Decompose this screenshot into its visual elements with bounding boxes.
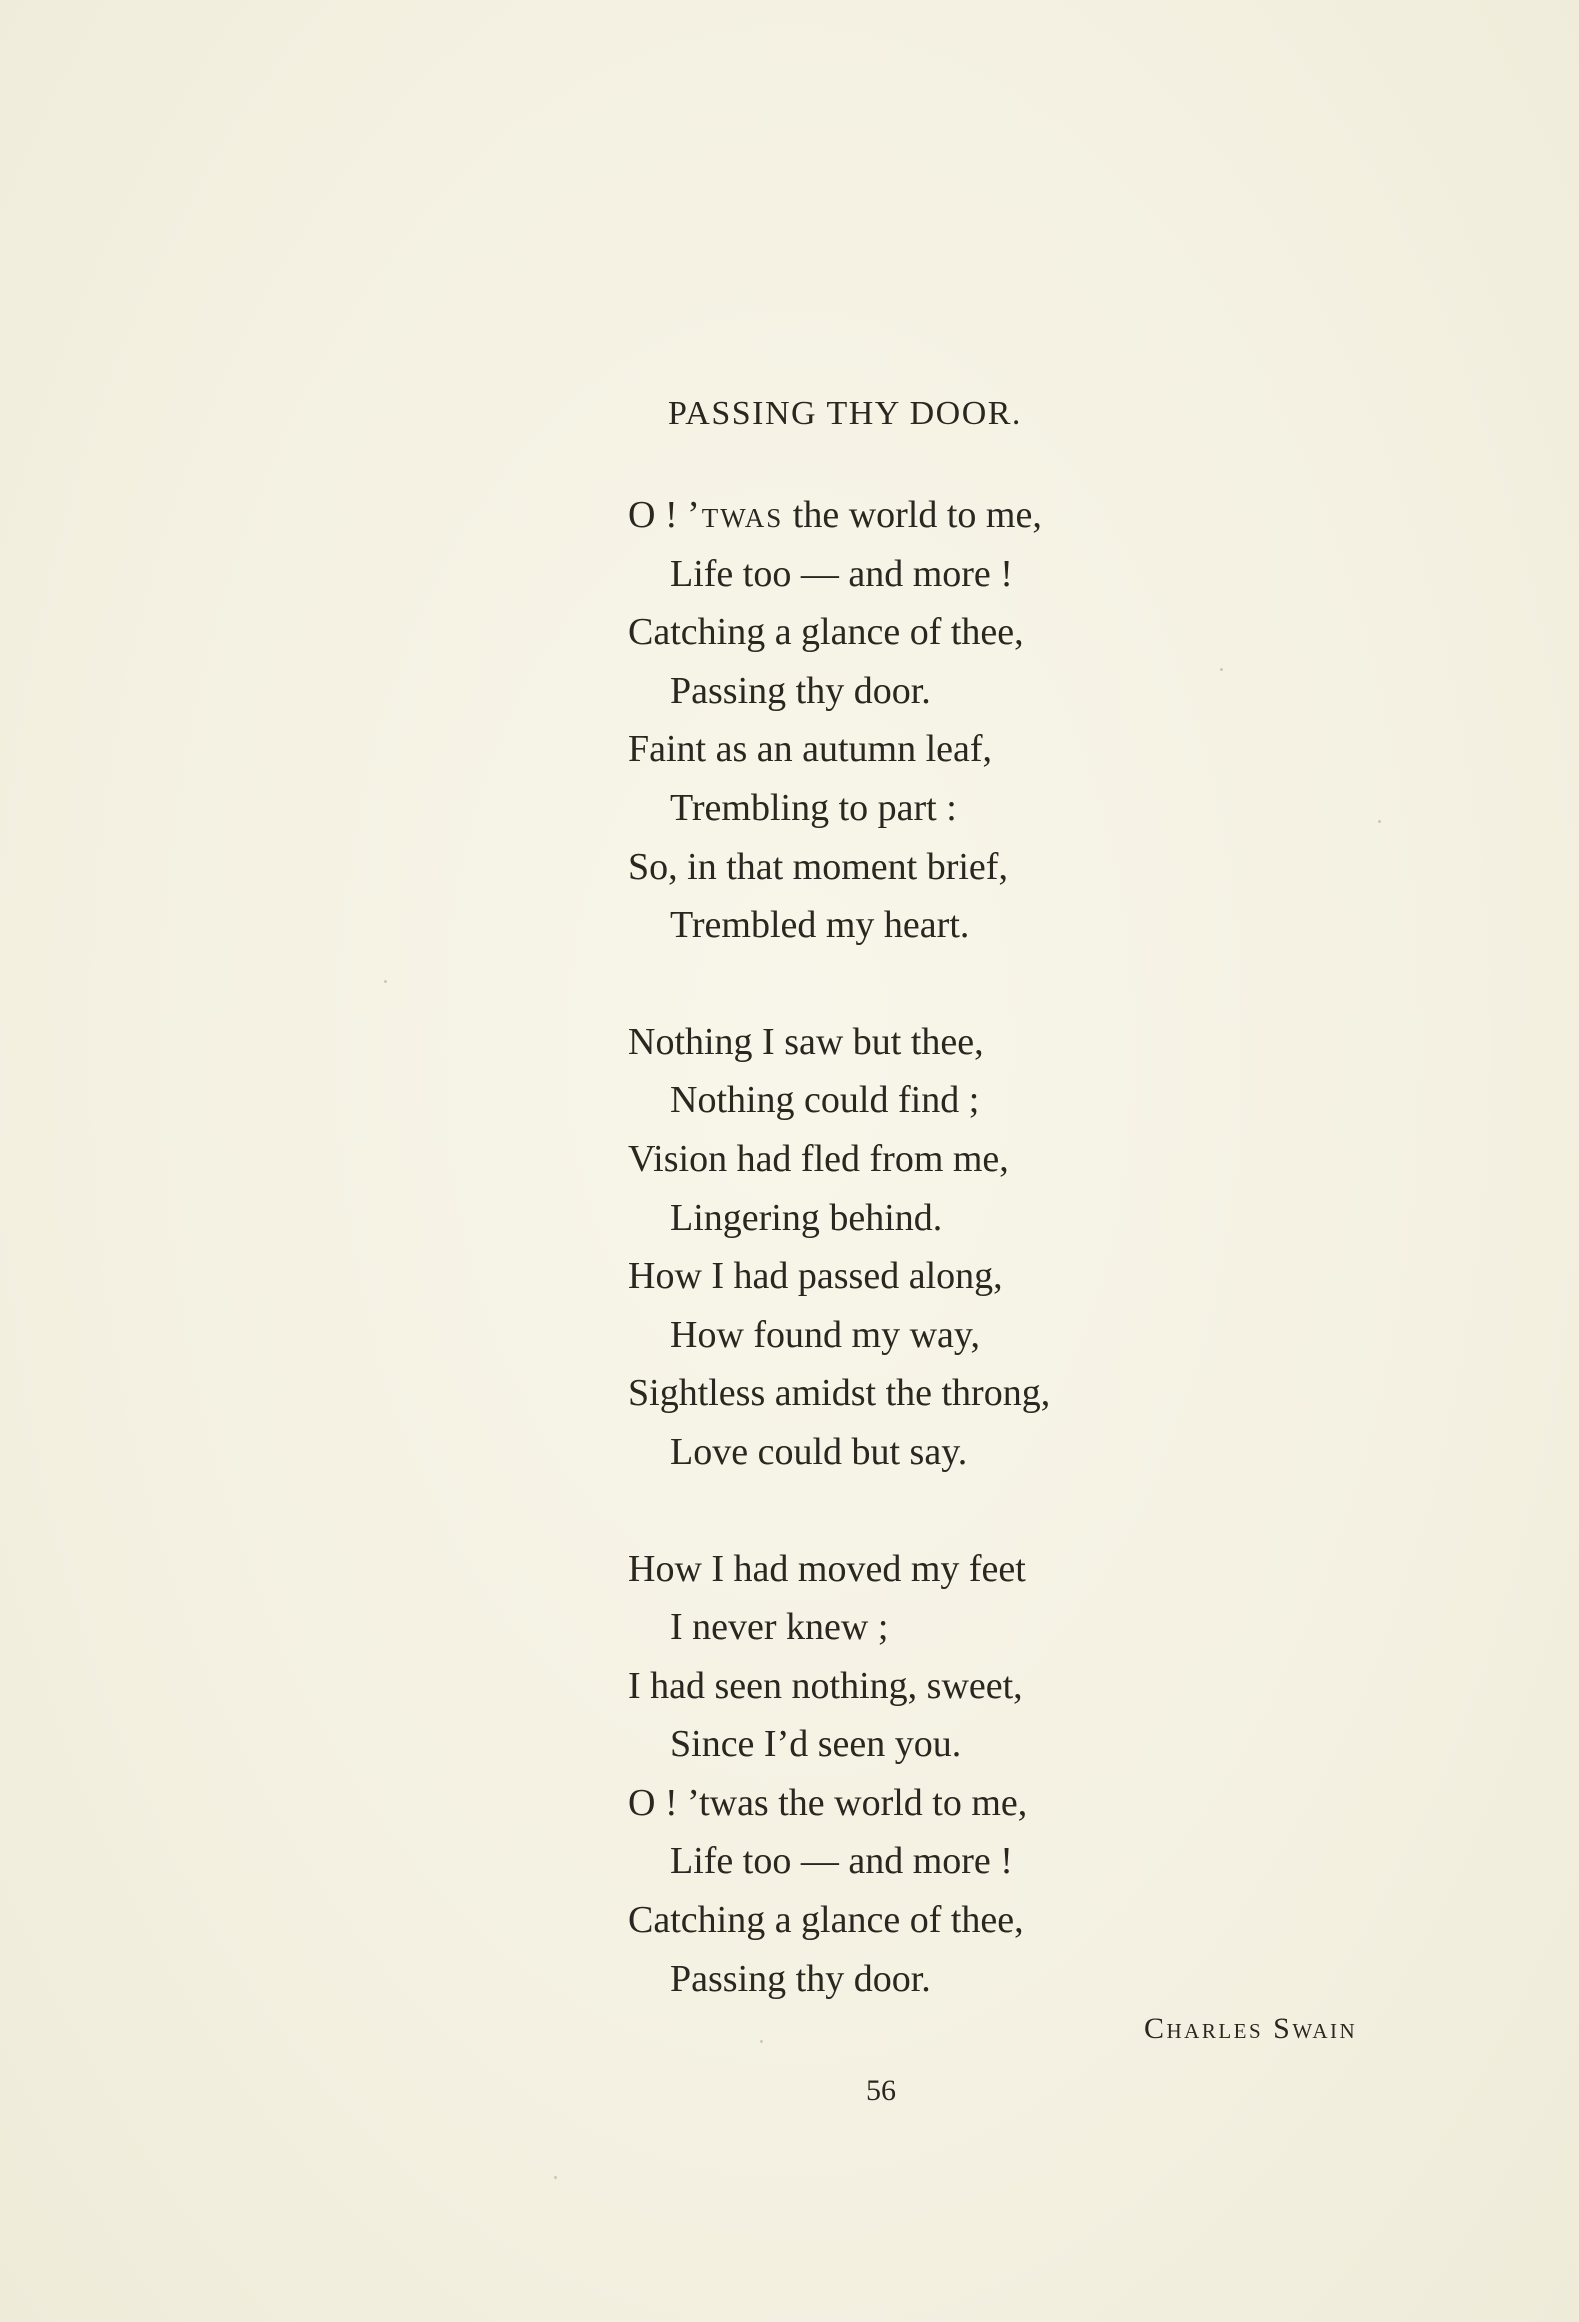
page-number: 56 — [866, 2074, 896, 2107]
poem-line: Passing thy door. — [670, 1957, 931, 2000]
stanza-3 — [628, 1540, 1528, 2009]
line-rest: the world to me, — [783, 494, 1042, 536]
poem-line: How I had passed along, — [628, 1255, 1003, 1298]
poem-line: Nothing could find ; — [670, 1079, 980, 1122]
poem-line: So, in that moment brief, — [628, 845, 1008, 888]
paper-speck — [384, 980, 387, 983]
poem-line: Nothing I saw but thee, — [628, 1020, 984, 1063]
poem-line: Life too — and more ! — [670, 552, 1013, 595]
stanza-1 — [628, 486, 1528, 955]
poem-line: How I had moved my feet — [628, 1547, 1026, 1590]
poem-line: I had seen nothing, sweet, — [628, 1664, 1023, 1707]
poem-line: Catching a glance of thee, — [628, 611, 1024, 654]
poem-body — [628, 486, 1528, 2008]
poem-line: Lingering behind. — [670, 1196, 943, 1239]
poem-line: Vision had fled from me, — [628, 1137, 1009, 1180]
poem-line: Trembling to part : — [670, 786, 957, 829]
poem-line: Since I’d seen you. — [670, 1723, 962, 1766]
poem-line: Passing thy door. — [670, 669, 931, 712]
stanza-2 — [628, 1013, 1528, 1482]
line-small-caps: ’twas — [687, 494, 784, 536]
author-attribution: Charles Swain — [1144, 2012, 1358, 2045]
poem-line: Life too — and more ! — [670, 1840, 1013, 1883]
paper-speck — [760, 2040, 763, 2043]
poem-line: Love could but say. — [670, 1430, 968, 1473]
poem-line: Sightless amidst the throng, — [628, 1372, 1051, 1415]
poem-line: I never knew ; — [670, 1606, 889, 1649]
poem-line: O ! ’twas the world to me, — [628, 1781, 1028, 1824]
paper-speck — [1220, 668, 1223, 671]
poem-title: PASSING THY DOOR. — [668, 395, 1022, 432]
line-lead: O ! — [628, 494, 688, 536]
poem-line: How found my way, — [670, 1313, 980, 1356]
paper-speck — [554, 2176, 557, 2179]
paper-speck — [1378, 820, 1381, 823]
poem-line: Catching a glance of thee, — [628, 1899, 1024, 1942]
poem-line: Faint as an autumn leaf, — [628, 728, 993, 771]
poem-line: Trembled my heart. — [670, 904, 970, 947]
poem-line — [628, 486, 1528, 545]
